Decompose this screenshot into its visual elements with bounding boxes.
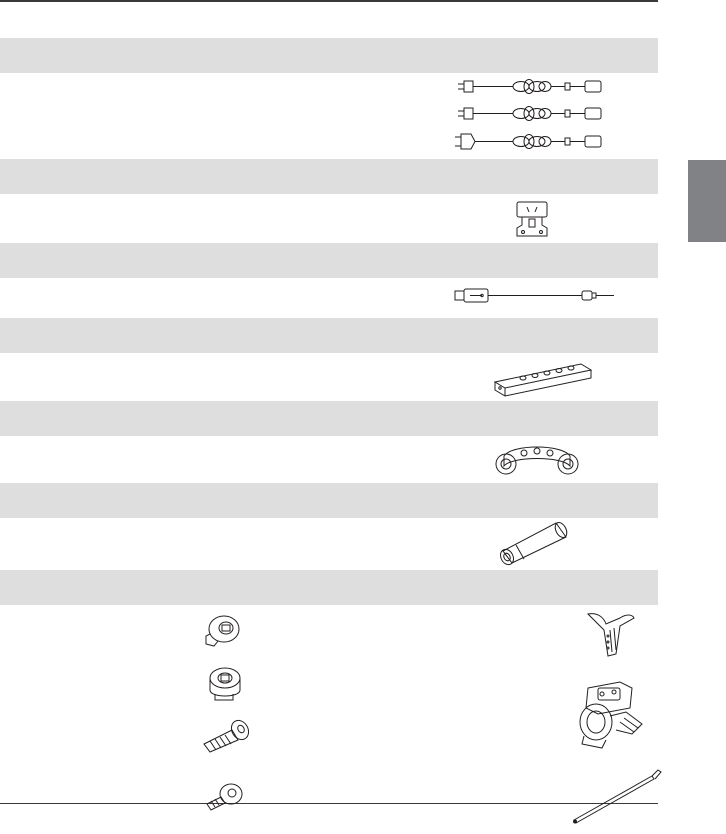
power-cable-eu-icon xyxy=(458,107,601,121)
hex-key-icon xyxy=(568,768,664,828)
clamp-mount-icon xyxy=(572,678,648,750)
extension-rod-icon xyxy=(496,519,568,567)
section-band-2 xyxy=(0,159,658,194)
section-band-3 xyxy=(0,243,658,278)
thumb-screw-icon xyxy=(205,782,245,810)
bottom-rule xyxy=(0,803,658,804)
socket-head-screw-icon xyxy=(202,718,250,754)
section-band-4 xyxy=(0,318,658,353)
section-band-7 xyxy=(0,570,658,605)
power-cable-uk-icon xyxy=(455,134,601,149)
cable-clip-icon xyxy=(586,610,636,658)
chapter-side-tab xyxy=(688,160,726,242)
section-band-5 xyxy=(0,401,658,436)
section-band-1 xyxy=(0,38,658,73)
power-cable-set-icon xyxy=(455,78,615,156)
flat-head-screw-icon xyxy=(202,614,242,648)
cap-screw-icon xyxy=(203,666,243,704)
section-band-6 xyxy=(0,483,658,518)
usb-cable-icon xyxy=(454,288,618,304)
power-cable-us-icon xyxy=(458,80,601,94)
top-rule xyxy=(0,0,658,2)
plug-adapter-icon xyxy=(513,200,551,240)
mounting-plate-icon xyxy=(493,360,593,398)
handle-bracket-icon xyxy=(492,440,582,476)
